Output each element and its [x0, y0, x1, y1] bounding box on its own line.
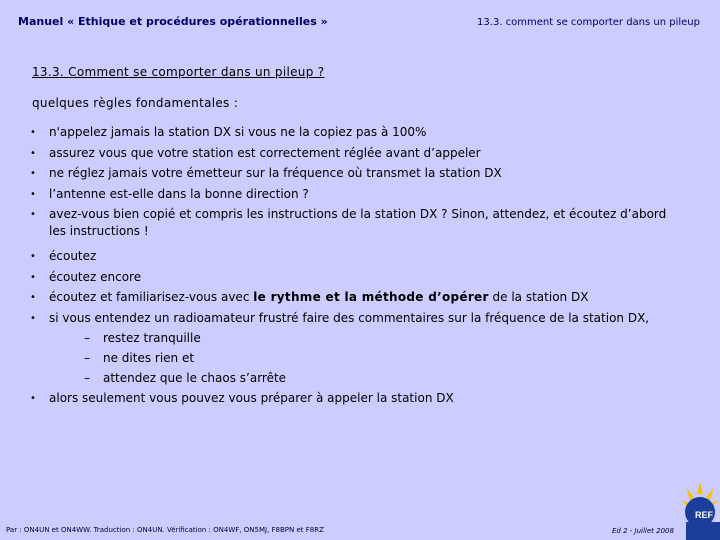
rules-list: [30, 124, 680, 411]
list-item: [30, 186, 680, 203]
item-text: assurez vous que votre station est correctement réglée avant d’appeler: [49, 145, 481, 160]
footer-edition: Ed 2 - Juillet 2008: [612, 527, 674, 535]
bullet-icon: •: [30, 147, 36, 159]
list-item: [30, 269, 680, 286]
logo-text: REF: [695, 510, 713, 520]
item-text: écoutez encore: [49, 269, 142, 284]
list-item: [30, 145, 680, 162]
dash-icon: –: [84, 331, 90, 345]
sub-list-item: [30, 330, 680, 347]
item-text: avez-vous bien copié et compris les instructions de la station DX ? Sinon, attendez, et écoutez d’abord les instructions !: [49, 207, 667, 238]
list-item: [30, 124, 680, 141]
bullet-icon: •: [30, 251, 36, 262]
sub-item-text: attendez que le chaos s’arrête: [103, 371, 287, 385]
bullet-icon: •: [30, 271, 36, 283]
item-text: n'appelez jamais la station DX si vous ne la copiez pas à 100%: [49, 125, 427, 139]
dash-icon: –: [84, 371, 90, 385]
sub-item-text: restez tranquille: [103, 331, 201, 345]
intro-text: quelques règles fondamentales :: [32, 96, 239, 110]
bullet-icon: •: [30, 127, 36, 138]
list-item: [30, 248, 680, 265]
list-item: [30, 310, 680, 327]
ref-logo-icon: [680, 482, 720, 540]
bullet-icon: •: [30, 209, 36, 220]
item-text: l’antenne est-elle dans la bonne direction ?: [49, 186, 309, 201]
bullet-icon: •: [30, 312, 36, 324]
section-title: 13.3. Comment se comporter dans un pileup ?: [32, 65, 325, 79]
item-text-bold: le rythme et la méthode d’opérer: [253, 290, 489, 304]
dash-icon: –: [84, 351, 90, 365]
item-text: si vous entendez un radioamateur frustré faire des commentaires sur la fréquence de la station DX,: [49, 310, 650, 325]
sub-item-text: ne dites rien et: [103, 351, 195, 365]
list-item: [30, 289, 680, 306]
logo-base: [686, 522, 720, 540]
item-text-post: de la station DX: [488, 290, 589, 304]
bullet-icon: •: [30, 188, 36, 200]
slide-topic: 13.3. comment se comporter dans un pileup: [477, 17, 700, 28]
sub-list-item: [30, 350, 680, 367]
list-item: [30, 206, 680, 240]
list-item: [30, 390, 680, 407]
manual-title: Manuel « Ethique et procédures opérationnelles »: [18, 15, 328, 28]
item-text: alors seulement vous pouvez vous préparer à appeler la station DX: [49, 391, 454, 405]
bullet-icon: •: [30, 292, 36, 303]
item-text: ne réglez jamais votre émetteur sur la fréquence où transmet la station DX: [49, 166, 502, 180]
bullet-icon: •: [30, 393, 36, 404]
list-item: [30, 165, 680, 182]
item-text: écoutez: [49, 249, 97, 263]
sub-list-item: [30, 370, 680, 387]
item-text-pre: écoutez et familiarisez-vous avec: [49, 290, 254, 304]
footer-credits: Par : ON4UN et ON4WW. Traduction : ON4UN. Vérification : ON4WF, ON5MJ, F8BPN et F8RZ: [6, 526, 324, 534]
bullet-icon: •: [30, 168, 36, 179]
